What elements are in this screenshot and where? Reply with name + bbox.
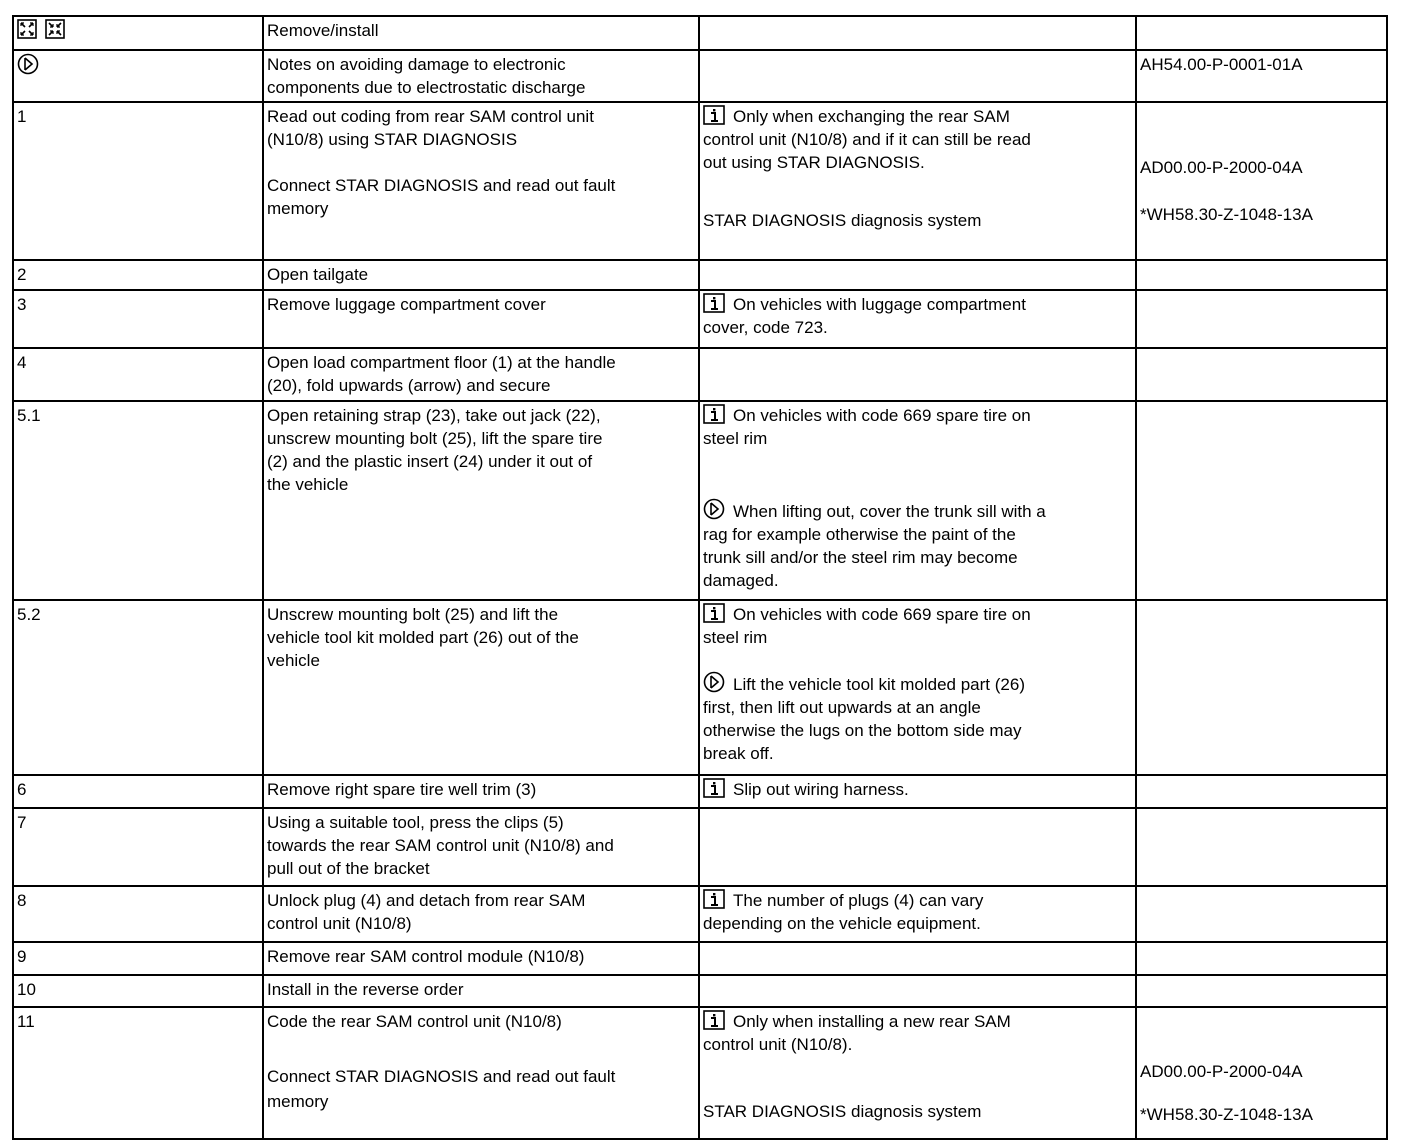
ref-cell (1136, 942, 1387, 975)
step-number: 9 (13, 942, 263, 975)
icon-cell (13, 50, 263, 102)
notes-cell: Slip out wiring harness. (699, 775, 1136, 808)
notes-cell (699, 975, 1136, 1007)
step-text: Notes on avoiding damage to electronic components due to electrostatic discharge (263, 50, 699, 102)
notes-cell (699, 942, 1136, 975)
ref-cell (1136, 50, 1387, 102)
step-number: 6 (13, 775, 263, 808)
notes-cell (699, 260, 1136, 290)
step-text: Remove rear SAM control module (N10/8) (263, 942, 699, 975)
step-number: 11 (13, 1007, 263, 1139)
ref-cell (1136, 401, 1387, 600)
ref-cell (1136, 600, 1387, 775)
notes-cell (699, 50, 1136, 102)
step-text: Unlock plug (4) and detach from rear SAM control unit (N10/8) (263, 886, 699, 942)
step-text: Unscrew mounting bolt (25) and lift the vehicle tool kit molded part (26) out of the vehicle (263, 600, 699, 775)
step-number: 3 (13, 290, 263, 348)
step-number: 4 (13, 348, 263, 401)
ref-cell (1136, 16, 1387, 50)
table-row (13, 1007, 1387, 1139)
doc-link[interactable]: AH54.00-P-0001-01A (1140, 55, 1303, 74)
step-text: Remove right spare tire well trim (3) (263, 775, 699, 808)
table-row (13, 886, 1387, 942)
table-row (13, 775, 1387, 808)
notes-cell: Only when exchanging the rear SAM control unit (N10/8) and if it can still be read out using STAR DIAGNOSIS. STAR DIAGNOSIS diagnosis system (699, 102, 1136, 260)
step-text: Using a suitable tool, press the clips (5) towards the rear SAM control unit (N10/8) and pull out of the bracket (263, 808, 699, 886)
notes-cell: On vehicles with code 669 spare tire on steel rim When lifting out, cover the trunk sill with a rag for example otherwise the paint of the trunk sill and/or the steel rim may become damaged. (699, 401, 1136, 600)
esd-warning-icon (703, 671, 725, 693)
step-text: Code the rear SAM control unit (N10/8) Connect STAR DIAGNOSIS and read out fault memory (263, 1007, 699, 1139)
ref-cell (1136, 975, 1387, 1007)
ref-cell (1136, 290, 1387, 348)
table-row (13, 808, 1387, 886)
doc-link[interactable]: AD00.00-P-2000-04A (1140, 158, 1303, 177)
notes-cell (699, 808, 1136, 886)
step-text: Open load compartment floor (1) at the handle (20), fold upwards (arrow) and secure (263, 348, 699, 401)
ref-cell (1136, 808, 1387, 886)
step-number: 10 (13, 975, 263, 1007)
remove-icon (17, 19, 37, 39)
step-number: 7 (13, 808, 263, 886)
step-text: Remove/install (263, 16, 699, 50)
notes-cell: Only when installing a new rear SAM control unit (N10/8). STAR DIAGNOSIS diagnosis system (699, 1007, 1136, 1139)
table-row (13, 348, 1387, 401)
table-row (13, 16, 1387, 50)
step-number: 1 (13, 102, 263, 260)
notes-cell: On vehicles with luggage compartment cover, code 723. (699, 290, 1136, 348)
step-text: Open tailgate (263, 260, 699, 290)
step-number: 5.2 (13, 600, 263, 775)
table-row (13, 600, 1387, 775)
esd-warning-icon (17, 53, 39, 75)
icon-cell (13, 16, 263, 50)
step-text: Install in the reverse order (263, 975, 699, 1007)
info-icon (703, 889, 725, 909)
esd-warning-icon (703, 498, 725, 520)
step-number: 2 (13, 260, 263, 290)
table-row (13, 102, 1387, 260)
table-row (13, 975, 1387, 1007)
step-text: Remove luggage compartment cover (263, 290, 699, 348)
info-icon (703, 778, 725, 798)
ref-cell (1136, 886, 1387, 942)
notes-cell (699, 348, 1136, 401)
table-row (13, 401, 1387, 600)
procedure-table (12, 15, 1388, 1140)
notes-cell (699, 16, 1136, 50)
step-text: Open retaining strap (23), take out jack (22), unscrew mounting bolt (25), lift the spare tire (2) and the plastic insert (24) under it out of the vehicle (263, 401, 699, 600)
doc-link[interactable]: AD00.00-P-2000-04A (1140, 1062, 1303, 1081)
info-icon (703, 293, 725, 313)
step-text: Read out coding from rear SAM control unit (N10/8) using STAR DIAGNOSIS Connect STAR DIAGNOSIS and read out fault memory (263, 102, 699, 260)
table-row (13, 260, 1387, 290)
step-number: 5.1 (13, 401, 263, 600)
ref-cell (1136, 260, 1387, 290)
table-row (13, 50, 1387, 102)
ref-cell (1136, 102, 1387, 260)
info-icon (703, 105, 725, 125)
ref-cell (1136, 348, 1387, 401)
info-icon (703, 1010, 725, 1030)
ref-cell (1136, 1007, 1387, 1139)
notes-cell: On vehicles with code 669 spare tire on steel rim Lift the vehicle tool kit molded part (26) first, then lift out upwards at an angle otherwise the lugs on the bottom side may break off. (699, 600, 1136, 775)
info-icon (703, 603, 725, 623)
tool-ref-link[interactable]: *WH58.30-Z-1048-13A (1140, 205, 1313, 224)
tool-ref-link[interactable]: *WH58.30-Z-1048-13A (1140, 1105, 1313, 1124)
ref-cell (1136, 775, 1387, 808)
step-number: 8 (13, 886, 263, 942)
install-icon (45, 19, 65, 39)
notes-cell: The number of plugs (4) can vary depending on the vehicle equipment. (699, 886, 1136, 942)
info-icon (703, 404, 725, 424)
table-row (13, 290, 1387, 348)
table-row (13, 942, 1387, 975)
